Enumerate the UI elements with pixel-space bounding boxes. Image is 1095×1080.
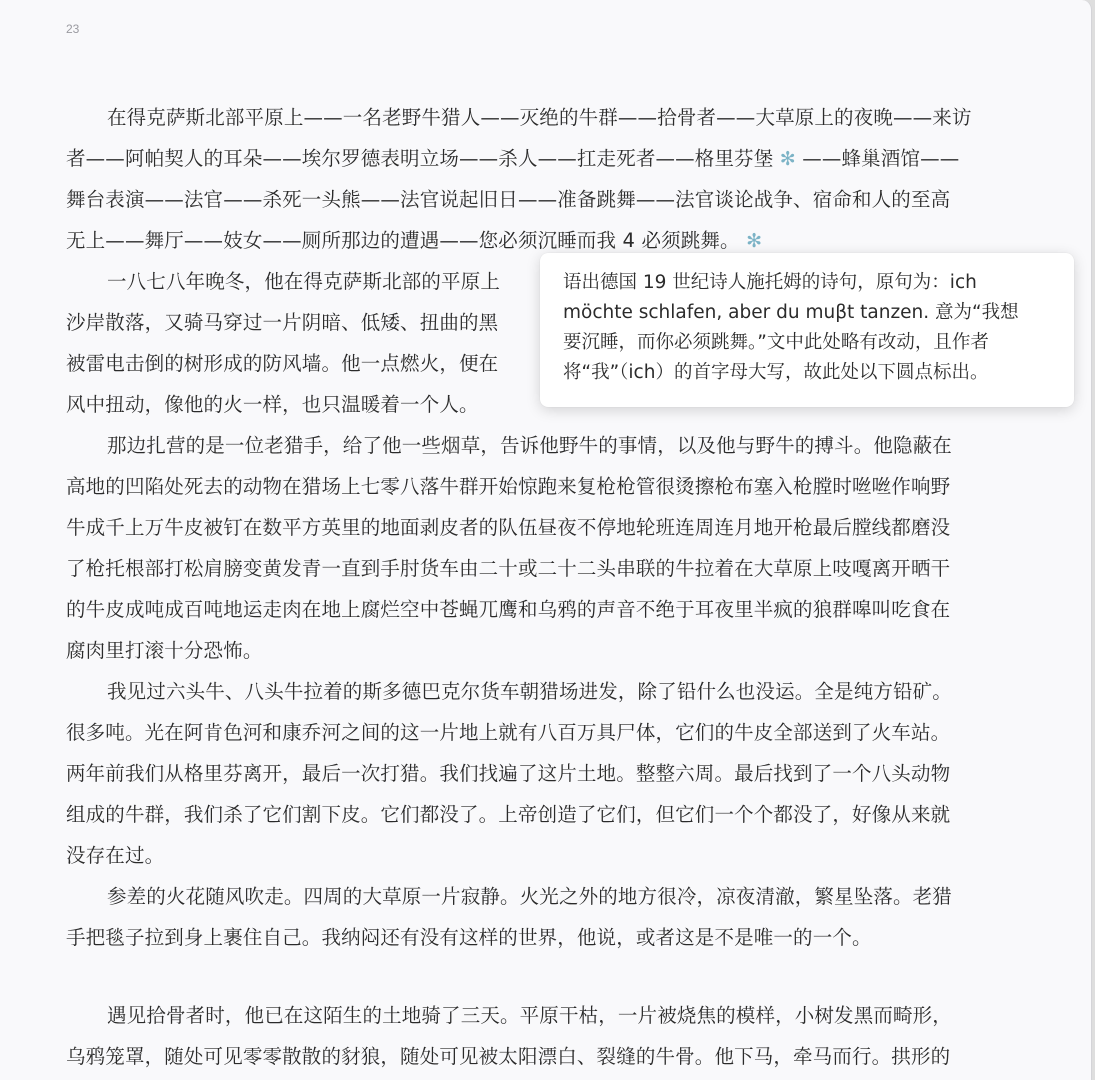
paragraph-line: 一八七八年晚冬，他在得克萨斯北部的平原上: [107, 270, 501, 293]
text-line: 在得克萨斯北部平原上——一名老野牛猎人——灭绝的牛群——拾骨者——大草原上的夜晚——来访: [107, 106, 972, 129]
text-segment: 者——阿帕契人的耳朵——埃尔罗德表明立场——杀人——扛走死者——格里芬堡: [66, 147, 774, 170]
paragraph-line: 牛成千上万牛皮被钉在数平方英里的地面剥皮者的队伍昼夜不停地轮班连周连月地开枪最后膛线都磨没: [66, 516, 951, 539]
paragraph-line: 被雷电击倒的树形成的防风墙。他一点燃火，便在: [66, 352, 499, 375]
paragraph-line: 我见过六头牛、八头牛拉着的斯多德巴克尔货车朝猎场进发，除了铅什么也没运。全是纯方铅矿。: [107, 680, 952, 703]
page-number: 23: [66, 22, 80, 36]
footnote-line: 将“我”（ich）的首字母大写，故此处以下圆点标出。: [563, 362, 989, 383]
text-line: 舞台表演——法官——杀死一头熊——法官说起旧日——准备跳舞——法官谈论战争、宿命和人的至高: [66, 188, 951, 211]
paragraph-line: 参差的火花随风吹走。四周的大草原一片寂静。火光之外的地方很冷，凉夜清澈，繁星坠落。老猎: [107, 885, 952, 908]
text-segment: 无上——舞厅——妓女——厕所那边的遭遇——您必须沉睡而我 4 必须跳舞。: [66, 229, 740, 252]
paragraph-line: 两年前我们从格里芬离开，最后一次打猎。我们找遍了这片土地。整整六周。最后找到了一个八头动物: [66, 762, 951, 785]
paragraph-line: 沙岸散落，又骑马穿过一片阴暗、低矮、扭曲的黑: [66, 311, 499, 334]
paragraph-line: 了枪托根部打松肩膀变黄发青一直到手肘货车由二十或二十二头串联的牛拉着在大草原上吱嘎离开晒干: [66, 557, 951, 580]
chapter-synopsis: [66, 97, 1041, 261]
paragraph-line: 手把毯子拉到身上裹住自己。我纳闷还有没有这样的世界，他说，或者这是不是唯一的一个。: [66, 926, 872, 949]
paragraph-line: 风中扭动，像他的火一样，也只温暖着一个人。: [66, 393, 479, 416]
text-line-with-note: [66, 138, 1041, 179]
text-segment: ——蜂巢酒馆——: [802, 147, 960, 170]
paragraph-line: 组成的牛群，我们杀了它们割下皮。它们都没了。上帝创造了它们，但它们一个个都没了，好像从来就: [66, 803, 951, 826]
narrative-section-2: [66, 995, 1041, 1077]
footnote-marker-icon[interactable]: ✻: [746, 230, 763, 252]
paragraph-line: 乌鸦笼罩，随处可见零零散散的豺狼，随处可见被太阳漂白、裂缝的牛骨。他下马，牵马而行。拱形的: [66, 1045, 951, 1068]
paragraph-line: 腐肉里打滚十分恐怖。: [66, 639, 263, 662]
paragraph-line: 没存在过。: [66, 844, 165, 867]
footnote-popover[interactable]: [540, 253, 1074, 407]
footnote-line: 要沉睡，而你必须跳舞。”文中此处略有改动，且作者: [563, 332, 989, 353]
footnote-line: 语出德国 19 世纪诗人施托姆的诗句，原句为：ich: [563, 272, 977, 293]
paragraph-line: 高地的凹陷处死去的动物在猎场上七零八落牛群开始惊跑来复枪枪管很烫擦枪布塞入枪膛时咝咝作响野: [66, 475, 951, 498]
paragraph-line: 很多吨。光在阿肯色河和康乔河之间的这一片地上就有八百万具尸体，它们的牛皮全部送到了火车站。: [66, 721, 951, 744]
paragraph-line: 遇见拾骨者时，他已在这陌生的土地骑了三天。平原干枯，一片被烧焦的模样，小树发黑而畸形，: [107, 1004, 952, 1027]
paragraph-line: 那边扎营的是一位老猎手，给了他一些烟草，告诉他野牛的事情，以及他与野牛的搏斗。他隐蔽在: [107, 434, 952, 457]
note-marker-icon[interactable]: ✻: [779, 148, 796, 170]
paragraph-line: 的牛皮成吨成百吨地运走肉在地上腐烂空中苍蝇兀鹰和乌鸦的声音不绝于耳夜里半疯的狼群嗥叫吃食在: [66, 598, 951, 621]
footnote-line: möchte schlafen, aber du muβt tanzen. 意为“我想: [563, 302, 1019, 323]
